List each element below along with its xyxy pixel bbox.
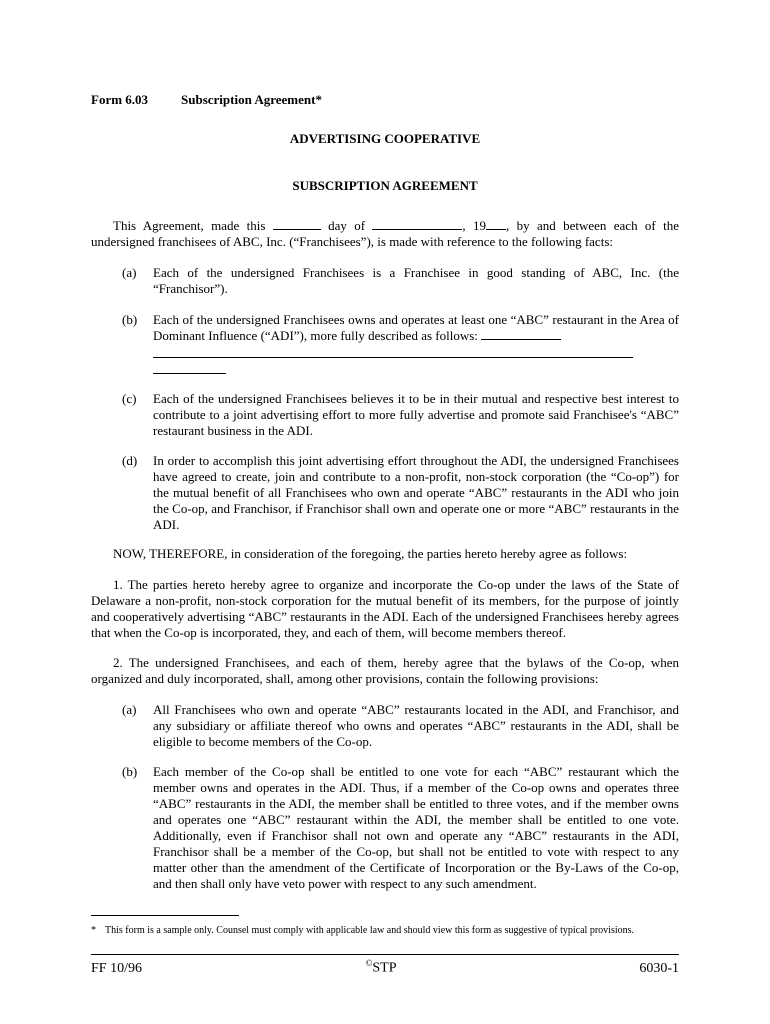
footnote-separator — [91, 915, 239, 916]
copyright-symbol: © — [365, 958, 373, 968]
fact-b-text — [153, 312, 679, 344]
sub-heading: SUBSCRIPTION AGREEMENT — [292, 178, 478, 193]
day-blank — [273, 218, 321, 230]
provision-a-label: (a) — [122, 702, 137, 717]
fact-b-body: Each of the undersigned Franchisees owns and operates at least one “ABC” restaurant in the Area of Dominant Influence (“ADI”), more fully described as follows: — [153, 312, 679, 343]
fact-b-label: (b) — [122, 312, 138, 327]
adi-description-blank-1 — [481, 328, 561, 340]
fact-a-text: Each of the undersigned Franchisees is a Franchisee in good standing of ABC, Inc. (the “Franchisor”). — [153, 265, 679, 296]
intro-text-1: This Agreement, made this — [113, 218, 266, 233]
intro-text-4: , by and between each of the undersigned franchisees of ABC, Inc. (“Franchisees”), is made with reference to the following facts: — [91, 218, 679, 249]
intro-paragraph — [91, 218, 679, 250]
provision-a-text: All Franchisees who own and operate “ABC” restaurants located in the ADI, and Franchisor, and any subsidiary or affiliate thereof who owns and operates “ABC” restaurants in the ADI, shall be eligible to become members of the Co-op. — [153, 702, 679, 749]
form-number: Form 6.03 — [91, 92, 149, 107]
clause-1: 1. The parties hereto hereby agree to organize and incorporate the Co-op under the laws of the State of Delaware a non-profit, non-stock corporation for the mutual benefit of its members, for the purpose of jointly and cooperatively advertising “ABC” restaurants in the ADI. Each of the undersigned Franchisees hereby agrees that when the Co-op is incorporated, they, and each of them, will become members thereof. — [91, 577, 679, 640]
main-heading: ADVERTISING COOPERATIVE — [289, 131, 481, 146]
intro-text-2: day of — [328, 218, 366, 233]
provision-b-text: Each member of the Co-op shall be entitled to one vote for each “ABC” restaurant which the member owns and operates in the ADI. Thus, if a member of the Co-op owns and operates three “ABC” restaurants in the ADI, the member shall be entitled to three votes, and if the member owns and operates one “ABC” restaurant within the ADI, the member shall be entitled to one vote. Additionally, even if Franchisor shall not own and operate any “ABC” restaurants in the ADI, Franchisor shall be a member of the Co-op, but shall not be entitled to vote with respect to any matter other than the amendment of the Certificate of Incorporation or the By-Laws of the Co-op, and then shall only have veto power with respect to any such amendment. — [153, 764, 679, 891]
fact-c-text: Each of the undersigned Franchisees believes it to be in their mutual and respective best interest to contribute to a joint advertising effort to more fully advertise and promote said Franchisee's “ABC” restaurant business in the ADI. — [153, 391, 679, 438]
clause-2: 2. The undersigned Franchisees, and each of them, hereby agree that the bylaws of the Co-op, when organized and duly incorporated, shall, among other provisions, contain the following provisions: — [91, 655, 679, 686]
footnote-mark: * — [91, 925, 96, 936]
year-blank — [486, 218, 506, 230]
adi-description-line-2 — [153, 357, 633, 358]
provision-b-label: (b) — [122, 764, 138, 779]
footnote-text: This form is a sample only. Counsel must comply with applicable law and should view this form as suggestive of typical provisions. — [105, 925, 634, 936]
footer-copyright — [341, 958, 421, 977]
form-title: Subscription Agreement* — [181, 92, 322, 107]
footer-center-text: STP — [372, 960, 397, 976]
fact-a-label: (a) — [122, 265, 137, 280]
fact-c-label: (c) — [122, 391, 137, 406]
footer-rule — [91, 954, 679, 955]
footer-page-code: 6030-1 — [639, 961, 679, 976]
month-blank — [372, 218, 462, 230]
adi-description-line-3 — [153, 373, 226, 374]
fact-d-text: In order to accomplish this joint advertising effort throughout the ADI, the undersigned Franchisees have agreed to create, join and contribute to a non-profit, non-stock corporation (the “Co-op”) for the mutual benefit of all Franchisees who own and operate “ABC” restaurants in the ADI who join the Co-op, and Franchisor, if Franchisor shall own and operate one or more “ABC” restaurants in the ADI. — [153, 453, 679, 532]
intro-text-3: , 19 — [462, 218, 487, 233]
footer-form-code: FF 10/96 — [91, 961, 142, 976]
fact-d-label: (d) — [122, 453, 138, 468]
document-page — [91, 0, 679, 1024]
now-therefore-paragraph: NOW, THEREFORE, in consideration of the foregoing, the parties hereto hereby agree as follows: — [113, 546, 628, 561]
